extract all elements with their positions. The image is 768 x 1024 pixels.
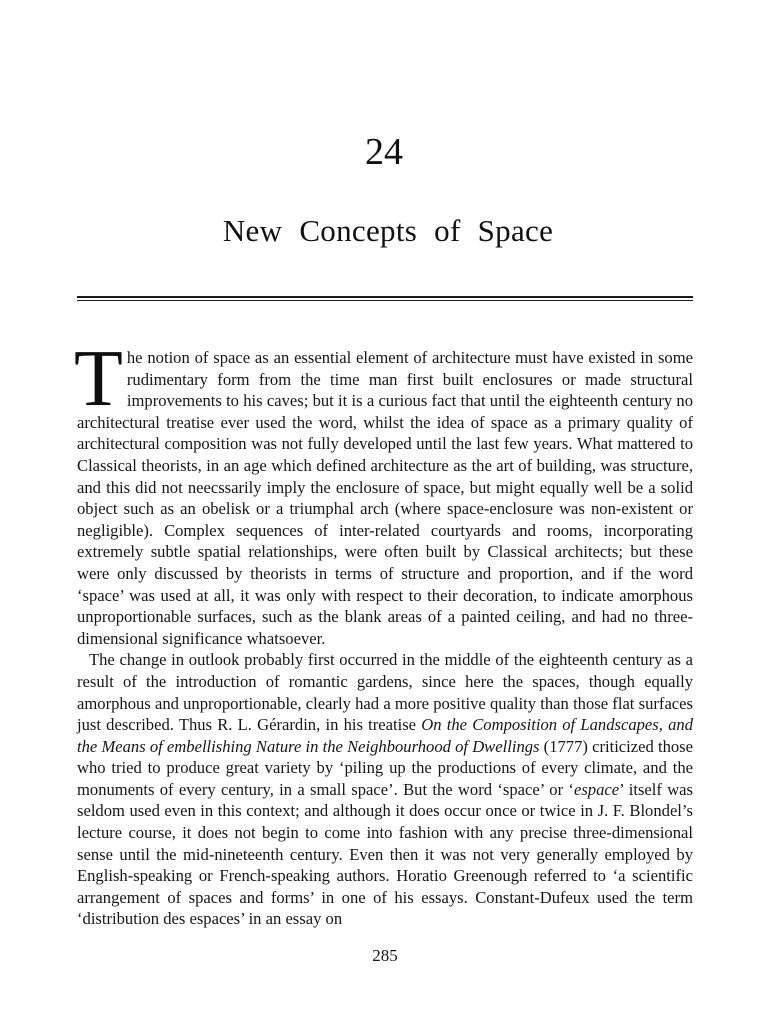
paragraph-1 [74, 335, 693, 649]
chapter-title: New Concepts of Space [222, 213, 554, 248]
drop-cap: T [74, 335, 123, 423]
title-rule-thin [77, 300, 693, 301]
body-text [74, 335, 694, 930]
paragraph-2-text-middle: (1777) criticized those who tried to produce great variety by ‘piling up the productions of every climate, and the monuments of every century, in a small space’. But the word ‘space’ or ‘ [77, 736, 694, 799]
chapter-number: 24 [365, 131, 403, 173]
paragraph-2 [77, 649, 693, 930]
paragraph-2-text-end: ’ itself was seldom used even in this context; and although it does occur once or twice in J. F. Blondel’s lecture course, it does not begin to come into fashion with any precise three-dimensional sense until the mid-nineteenth century. Even then it was not very generally employed by English-speaking or French-speaking authors. Horatio Greenough referred to ‘a scientific arrangement of spaces and forms’ in one of his essays. Constant-Dufeux used the term ‘distribution des espaces’ in an essay on [77, 779, 694, 929]
paragraph-1-text: he notion of space as an essential element of architecture must have existed in some rudimentary form from the time man first built enclosures or made structural improvements to his caves; but it is a curious fact that until the eighteenth century no architectural treatise ever used the word, whilst the idea of space as a primary quality of architectural composition was not fully developed until the last few years. What mattered to Classical theorists, in an age which defined architecture as the art of building, was structure, and this did not neecssarily imply the enclosure of space, but might equally well be a solid object such as an obelisk or a triumphal arch (where space-enclosure was non-existent or negligible). Complex sequences of inter-related courtyards and rooms, incorporating extremely subtle spatial relationships, were often built by Classical architects; but these were only discussed by theorists in terms of structure and proportion, and if the word ‘space’ was used at all, it was only with respect to their decoration, to indicate amorphous unproportionable surfaces, such as the blank areas of a painted ceiling, and had no three-dimensional significance whatsoever. [77, 348, 693, 648]
book-title: On the Composition of Landscapes, and the Means of embellishing Nature in the Neighbourhood of Dwellings [77, 715, 693, 756]
paragraph-2-text-start: The change in outlook probably first occurred in the middle of the eighteenth century as a result of the introduction of romantic gardens, since here the spaces, though equally amorphous and unproportionable, clearly had a more positive quality than those flat surfaces just described. Thus R. L. Gérardin, in his treatise [77, 650, 693, 735]
title-rule-thick [77, 296, 693, 298]
page-number: 285 [372, 946, 398, 965]
french-term: espace [573, 779, 620, 799]
